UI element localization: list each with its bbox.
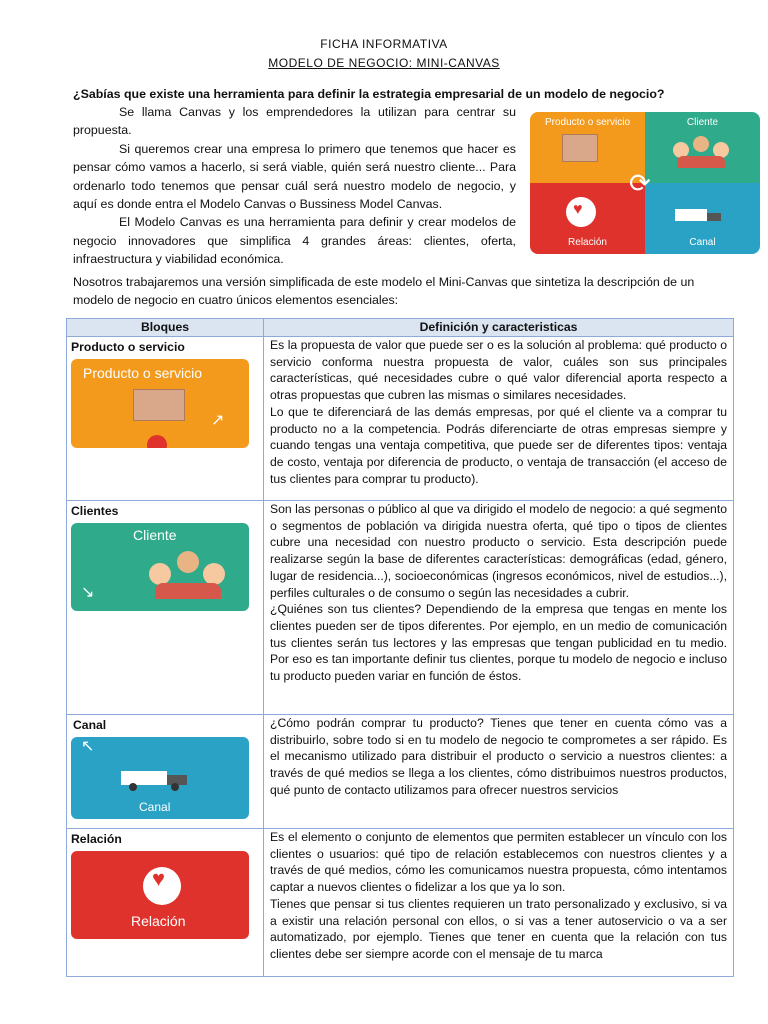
intro-paragraph-4: Nosotros trabajaremos una versión simplificada de este modelo el Mini-Canvas que sintetiza la descripción de un modelo de negocio en cuatro únicos elementos esenciales: bbox=[73, 275, 695, 308]
block-label-clientes: Clientes bbox=[71, 504, 119, 518]
puzzle-label-producto: Producto o servicio bbox=[544, 117, 631, 128]
document-title: FICHA INFORMATIVA bbox=[320, 37, 448, 51]
puzzle-knob bbox=[147, 435, 167, 448]
block-cell-relacion bbox=[67, 829, 264, 977]
definition-cell-canal bbox=[264, 715, 734, 829]
intro-question: ¿Sabías que existe una herramienta para definir la estrategia empresarial de un modelo de negocio? bbox=[73, 87, 665, 101]
heart-glyph: ♥ bbox=[573, 201, 583, 218]
definition-cell-producto bbox=[264, 337, 734, 501]
definition-cell-clientes bbox=[264, 501, 734, 715]
arrow-icon: ↘ bbox=[81, 583, 95, 601]
canvas-puzzle-figure bbox=[530, 112, 760, 254]
card-text-relacion: Relación bbox=[131, 912, 186, 929]
intro-paragraph-3: El Modelo Canvas es una herramienta para definir y crear modelos de negocio innovadores que simplifica 4 grandes áreas: clientes, oferta, infraestructura y viabilidad económica. bbox=[73, 215, 516, 267]
intro-paragraph-1: Se llama Canvas y los emprendedores la utilizan para centrar su propuesta. bbox=[73, 105, 516, 138]
heart-glyph: ♥ bbox=[152, 865, 166, 891]
people-icon bbox=[149, 549, 229, 599]
truck-icon bbox=[121, 767, 191, 789]
definition-text: ¿Cómo podrán comprar tu producto? Tienes que tener en cuenta cómo vas a distribuirlo, sobre todo si en tu modelo de negocio te comprometes a ser rápido. Es el mecanismo utilizado para distribuir el producto o servicio a nuestros clientes: a través de qué medios se llega a los clientes, cómo distribuimos nuestros productos, qué punto de contacto utilizamos para ofrecer nuestros servicios bbox=[270, 716, 727, 797]
table-row bbox=[67, 501, 734, 715]
block-cell-canal bbox=[67, 715, 264, 829]
puzzle-label-cliente: Cliente bbox=[686, 117, 719, 128]
block-label-producto: Producto o servicio bbox=[71, 340, 185, 354]
table-row bbox=[67, 715, 734, 829]
card-cliente bbox=[71, 523, 249, 611]
puzzle-piece-producto bbox=[530, 112, 645, 183]
arrow-icon: ↖ bbox=[81, 737, 95, 755]
intro-text bbox=[73, 103, 516, 269]
intro-paragraph-2: Si queremos crear una empresa lo primero que tenemos que hacer es pensar cómo vamos a hacerlo, si será viable, quién será nuestro cliente... Para ordenarlo todo tenemos que pensar cuál será nuestro modelo de negocio, y aquí es donde entra el Modelo Canvas o Bussiness Model Canvas. bbox=[73, 141, 516, 212]
header-bloques: Bloques bbox=[67, 319, 264, 337]
definition-text: ¿Quiénes son tus clientes? Dependiendo de la empresa que tengas en mente los clientes pueden ser de tipos diferentes. Por ejemplo, en un medio de comunicación tus clientes serán tus lectores y las empresas que tengan publicidad en tu medio. Por eso es tan importante definir tus clientes, porque tu modelo de negocio e incluso tu producto pueden variar en función de éstos. bbox=[270, 602, 727, 684]
definition-text: Son las personas o público al que va dirigido el modelo de negocio: a qué segmento o segmentos de población va dirigida nuestra oferta, qué tipo o tipos de clientes cubre una necesidad con nuestro producto o servicio. Esta descripción puede realizarse según la base de diferentes características: demográficas (edad, género, lugar de residencia...), socioeconómicas (ingresos económicos, nivel de estudios...), perfiles culturales o de consumo o según las necesidades a cubrir. bbox=[270, 502, 727, 600]
table-header-row bbox=[67, 319, 734, 337]
definition-text: Lo que te diferenciará de las demás empresas, por qué el cliente va a comprar tu producto no a la competencia. Podrás diferenciarte de otras empresas siempre y cuando tengas una ventaja competitiva, que puede ser de diferentes tipos: ventaja de costo, ventaja por diferencia de producto, o ventaja de transacción (el acceso de tus clientes para comprar tu producto). bbox=[270, 404, 727, 486]
table-row bbox=[67, 829, 734, 977]
document-subtitle: MODELO DE NEGOCIO: MINI-CANVAS bbox=[268, 56, 500, 70]
mini-canvas-table bbox=[66, 318, 734, 977]
card-text-canal: Canal bbox=[139, 799, 171, 814]
puzzle-label-canal: Canal bbox=[689, 237, 716, 248]
card-canal bbox=[71, 737, 249, 819]
puzzle-piece-canal bbox=[645, 183, 760, 254]
card-text-cliente: Cliente bbox=[133, 526, 177, 543]
puzzle-label-relacion: Relación bbox=[568, 237, 607, 248]
box-icon bbox=[562, 134, 598, 162]
puzzle-piece-relacion bbox=[530, 183, 645, 254]
puzzle-piece-cliente bbox=[645, 112, 760, 183]
card-relacion bbox=[71, 851, 249, 939]
truck-icon bbox=[675, 205, 723, 223]
people-icon bbox=[673, 134, 729, 168]
box-icon bbox=[133, 389, 185, 421]
card-producto bbox=[71, 359, 249, 448]
definition-text: Es el elemento o conjunto de elementos que permiten establecer un vínculo con los clientes o usuarios: qué tipo de relación establecemos con nuestros clientes y a través de qué medios, cómo les comunicamos nuestra propuesta, cómo intentamos captar a nuevos clientes o fidelizar a los que ya lo son. bbox=[270, 830, 727, 895]
definition-cell-relacion bbox=[264, 829, 734, 977]
block-cell-producto bbox=[67, 337, 264, 501]
block-label-canal: Canal bbox=[73, 718, 107, 732]
definition-text: Tienes que pensar si tus clientes requieren un trato personalizado y exclusivo, si va a existir una relación personal con ellos, o si vas a tener autoservicio o va a ser automatizado, por ejemplo. Tienes que tener en cuenta que la relación con tus clientes debe ser siempre acorde con el mensaje de tu marca bbox=[270, 896, 727, 961]
header-definicion: Definición y caracteristicas bbox=[264, 319, 734, 337]
arrow-icon: ↗ bbox=[211, 411, 225, 429]
cycle-arrow-icon: ⟳ bbox=[629, 168, 651, 198]
card-text-producto: Producto o servicio bbox=[83, 364, 203, 381]
block-label-relacion: Relación bbox=[71, 832, 122, 846]
block-cell-clientes bbox=[67, 501, 264, 715]
table-row bbox=[67, 337, 734, 501]
definition-text: Es la propuesta de valor que puede ser o es la solución al problema: qué producto o servicio conforma nuestra propuesta de valor, cuáles son sus principales características, qué necesidades cubre o qué valor diferencial aporta respecto a otras propuestas que cubren las mismas o similares necesidades. bbox=[270, 338, 727, 403]
